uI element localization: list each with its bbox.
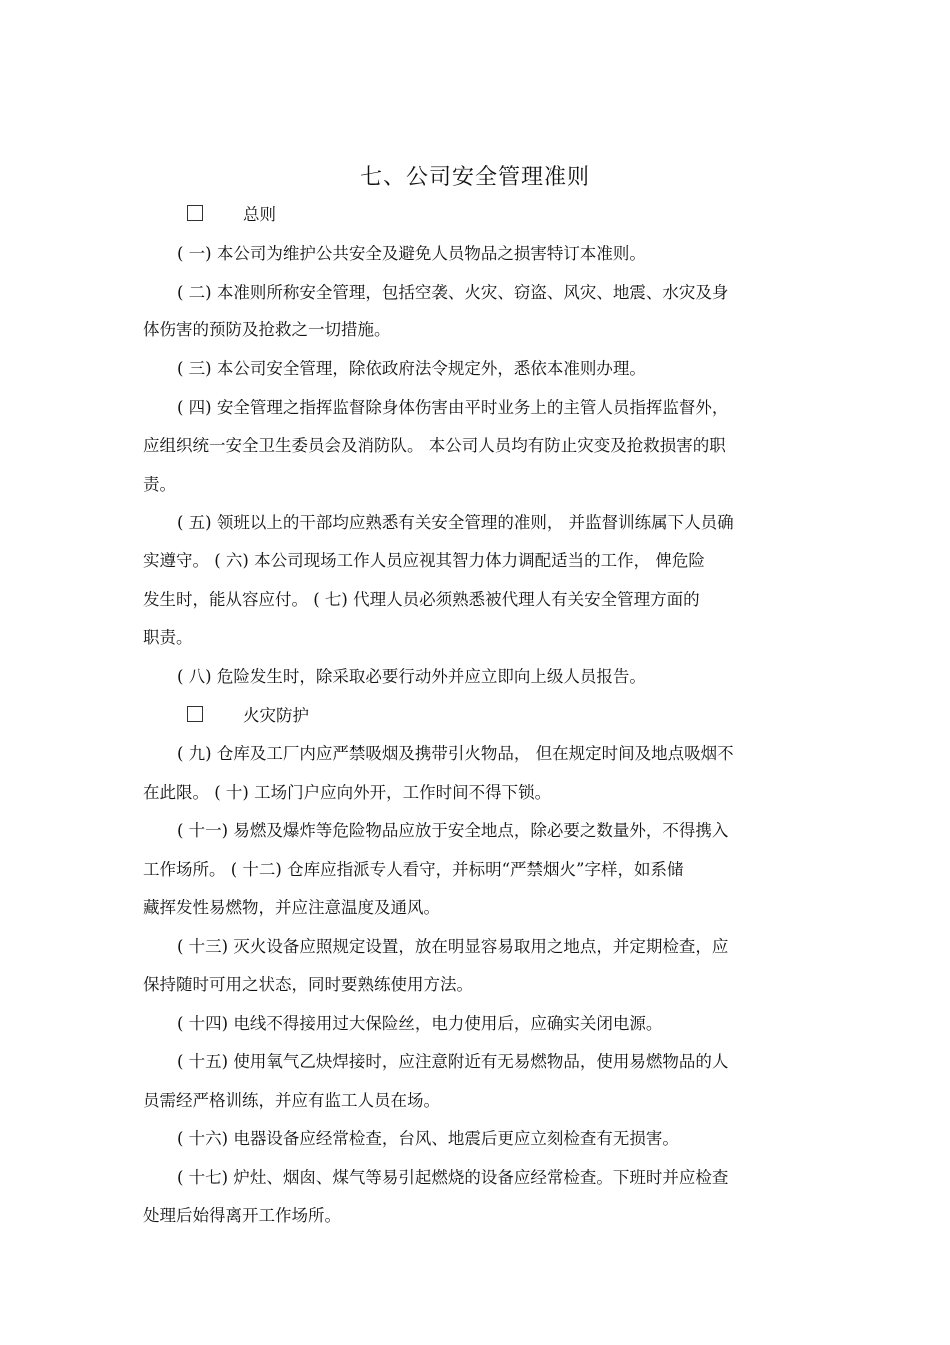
text-line: ( 五) 领班以上的干部均应熟悉有关安全管理的准则， 并监督训练属下人员确	[177, 513, 734, 532]
text-line: 责。	[143, 475, 176, 494]
text-line: ( 十四) 电线不得接用过大保险丝，电力使用后，应确实关闭电源。	[177, 1014, 663, 1033]
section-label: 火灾防护	[243, 706, 309, 725]
text-line: ( 八) 危险发生时，除采取必要行动外并应立即向上级人员报告。	[177, 667, 646, 686]
text-line: 员需经严格训练，并应有监工人员在场。	[143, 1091, 440, 1110]
text-line: ( 四) 安全管理之指挥监督除身体伤害由平时业务上的主管人员指挥监督外，	[177, 398, 729, 417]
checkbox-icon	[187, 706, 203, 722]
text-line: ( 十三) 灭火设备应照规定设置，放在明显容易取用之地点，并定期检查，应	[177, 937, 729, 956]
text-line: 应组织统一安全卫生委员会及消防队。 本公司人员均有防止灾变及抢救损害的职	[143, 436, 726, 455]
text-line: ( 九) 仓库及工厂内应严禁吸烟及携带引火物品， 但在规定时间及地点吸烟不	[177, 744, 734, 763]
text-line: 藏挥发性易燃物，并应注意温度及通风。	[143, 898, 440, 917]
text-line: 保持随时可用之状态，同时要熟练使用方法。	[143, 975, 473, 994]
section-label: 总则	[243, 205, 276, 224]
checkbox-icon	[187, 205, 203, 221]
text-line: 发生时，能从容应付。 ( 七) 代理人员必须熟悉被代理人有关安全管理方面的	[143, 590, 700, 609]
text-line: ( 三) 本公司安全管理，除依政府法令规定外，悉依本准则办理。	[177, 359, 646, 378]
document-title: 七、公司安全管理准则	[359, 165, 590, 190]
text-line: ( 一) 本公司为维护公共安全及避免人员物品之损害特订本准则。	[177, 244, 646, 263]
text-line: ( 十五) 使用氧气乙炔焊接时，应注意附近有无易燃物品，使用易燃物品的人	[177, 1052, 729, 1071]
text-line: 职责。	[143, 628, 193, 647]
text-line: ( 十七) 炉灶、烟囱、煤气等易引起燃烧的设备应经常检查。下班时并应检查	[177, 1168, 729, 1187]
text-line: ( 十一) 易燃及爆炸等危险物品应放于安全地点，除必要之数量外，不得携入	[177, 821, 729, 840]
text-line: 工作场所。 ( 十二) 仓库应指派专人看守，并标明“严禁烟火”字样，如系储	[143, 860, 684, 879]
text-line: 体伤害的预防及抢救之一切措施。	[143, 320, 391, 339]
section-heading-general	[187, 204, 276, 226]
text-line: 在此限。 ( 十) 工场门户应向外开，工作时间不得下锁。	[143, 783, 552, 802]
text-line: 处理后始得离开工作场所。	[143, 1206, 341, 1225]
text-line: ( 二) 本准则所称安全管理，包括空袭、火灾、窃盗、风灾、地震、水灾及身	[177, 283, 729, 302]
text-line: ( 十六) 电器设备应经常检查，台风、地震后更应立刻检查有无损害。	[177, 1129, 679, 1148]
section-heading-fire	[187, 705, 309, 727]
text-line: 实遵守。 ( 六) 本公司现场工作人员应视其智力体力调配适当的工作， 俾危险	[143, 551, 705, 570]
